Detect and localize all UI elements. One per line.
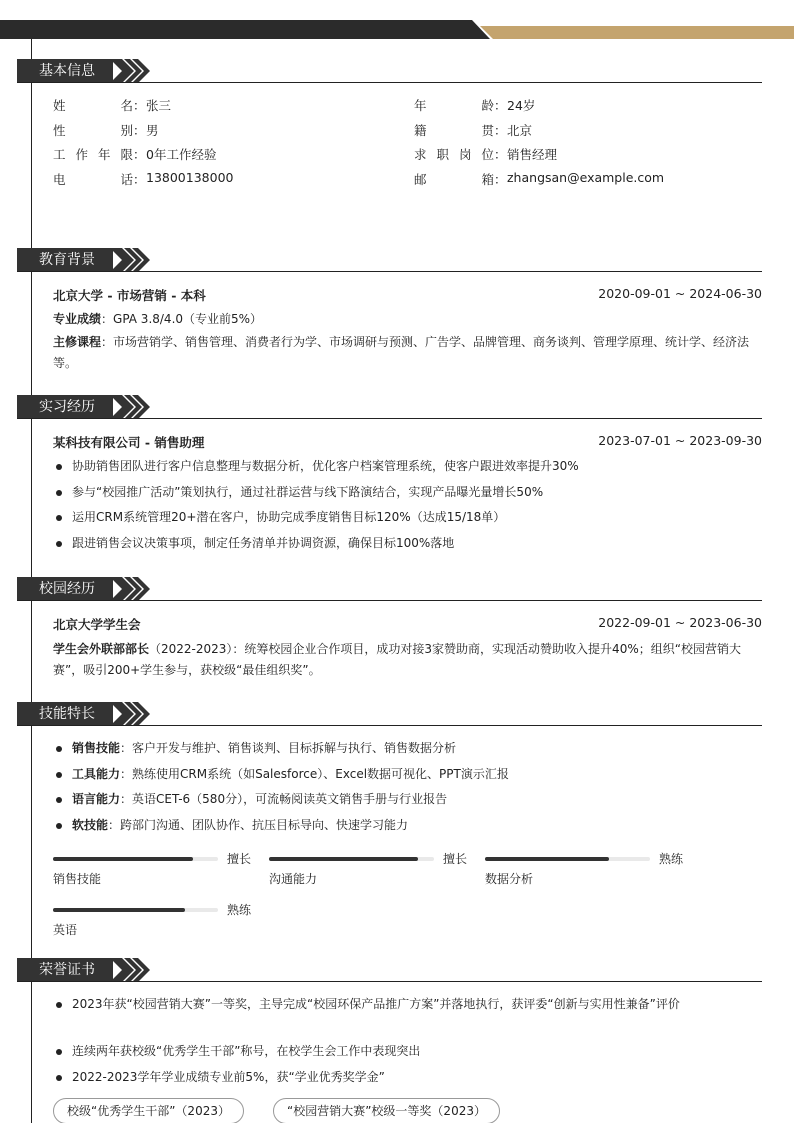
internship-title: 某科技有限公司 - 销售助理 [53,435,205,450]
skills-list [53,736,768,838]
section-stripes-icon [110,248,156,272]
name-value: 张三 [146,98,172,113]
education-date: 2020-09-01 ~ 2024-06-30 [598,286,762,301]
section-header-honors [17,958,762,982]
section-header-skills [17,702,762,726]
header-bar-gold [480,26,794,39]
honor-badge: “校园营销大赛”校级一等奖（2023） [273,1098,500,1123]
section-header-education [17,248,762,272]
education-gpa: 专业成绩：GPA 3.8/4.0（专业前5%） [53,312,263,326]
internship-date: 2023-07-01 ~ 2023-09-30 [598,433,762,448]
experience-value: 0年工作经验 [146,147,217,162]
section-title: 教育背景 [17,248,113,272]
list-item: 跟进销售会议决策事项，制定任务清单并协调资源，确保目标100%落地 [53,531,768,557]
section-stripes-icon [110,577,156,601]
honors-list [53,1039,768,1090]
section-header-campus [17,577,762,601]
list-item: 工具能力：熟练使用CRM系统（如Salesforce）、Excel数据可视化、PPT演示汇报 [53,762,768,788]
skill-bar: 擅长 沟通能力 [269,852,468,886]
native-value: 北京 [507,123,533,138]
list-item: 2023年获“校园营销大赛”一等奖，主导完成“校园环保产品推广方案”并落地执行，获评委“创新与实用性兼备”评价 [53,992,768,1018]
section-stripes-icon [110,395,156,419]
section-rule [17,271,762,272]
list-item: 销售技能：客户开发与维护、销售谈判、目标拆解与执行、销售数据分析 [53,736,768,762]
list-item: 运用CRM系统管理20+潜在客户，协助完成季度销售目标120%（达成15/18单） [53,505,768,531]
section-stripes-icon [110,958,156,982]
section-title: 实习经历 [17,395,113,419]
section-stripes-icon [110,59,156,83]
list-item: 连续两年获校级“优秀学生干部”称号，在校学生会工作中表现突出 [53,1039,768,1065]
list-item: 协助销售团队进行客户信息整理与数据分析，优化客户档案管理系统，使客户跟进效率提升30% [53,454,768,480]
list-item: 软技能：跨部门沟通、团队协作、抗压目标导向、快速学习能力 [53,813,768,839]
honors-list [53,992,768,1018]
skill-bar: 熟练 数据分析 [485,852,684,886]
age-value: 24岁 [507,98,536,113]
campus-title: 北京大学学生会 [53,617,141,632]
education-title: 北京大学 - 市场营销 - 本科 [53,288,206,303]
section-stripes-icon [110,702,156,726]
education-courses: 主修课程：市场营销学、销售管理、消费者行为学、市场调研与预测、广告学、品牌管理、商务谈判、管理学原理、统计学、经济法等。 [53,335,750,370]
skill-bar: 擅长 销售技能 [53,852,252,886]
campus-date: 2022-09-01 ~ 2023-06-30 [598,615,762,630]
section-rule [17,82,762,83]
section-title: 技能特长 [17,702,113,726]
email-value: zhangsan@example.com [507,170,665,185]
gender-value: 男 [146,123,159,138]
section-title: 荣誉证书 [17,958,113,982]
section-header-internship [17,395,762,419]
section-rule [17,981,762,982]
list-item: 参与“校园推广活动”策划执行，通过社群运营与线下路演结合，实现产品曝光量增长50% [53,480,768,506]
honor-badge: 校级“优秀学生干部”（2023） [53,1098,244,1123]
list-item: 语言能力：英语CET-6（580分），可流畅阅读英文销售手册与行业报告 [53,787,768,813]
position-value: 销售经理 [507,147,558,162]
phone-value: 13800138000 [146,170,234,185]
section-title: 校园经历 [17,577,113,601]
list-item: 2022-2023学年学业成绩专业前5%，获“学业优秀奖学金” [53,1065,768,1091]
section-rule [17,418,762,419]
header-bar-dark [0,20,490,39]
internship-list [53,454,768,556]
section-header-basic [17,59,762,83]
section-rule [17,725,762,726]
section-rule [17,600,762,601]
skill-bar: 熟练 英语 [53,903,252,937]
campus-description: 学生会外联部部长（2022-2023）：统筹校园企业合作项目，成功对接3家赞助商，实现活动赞助收入提升40%；组织“校园营销大赛”，吸引200+学生参与，获校级“最佳组织奖”。 [53,642,741,677]
section-title: 基本信息 [17,59,113,83]
